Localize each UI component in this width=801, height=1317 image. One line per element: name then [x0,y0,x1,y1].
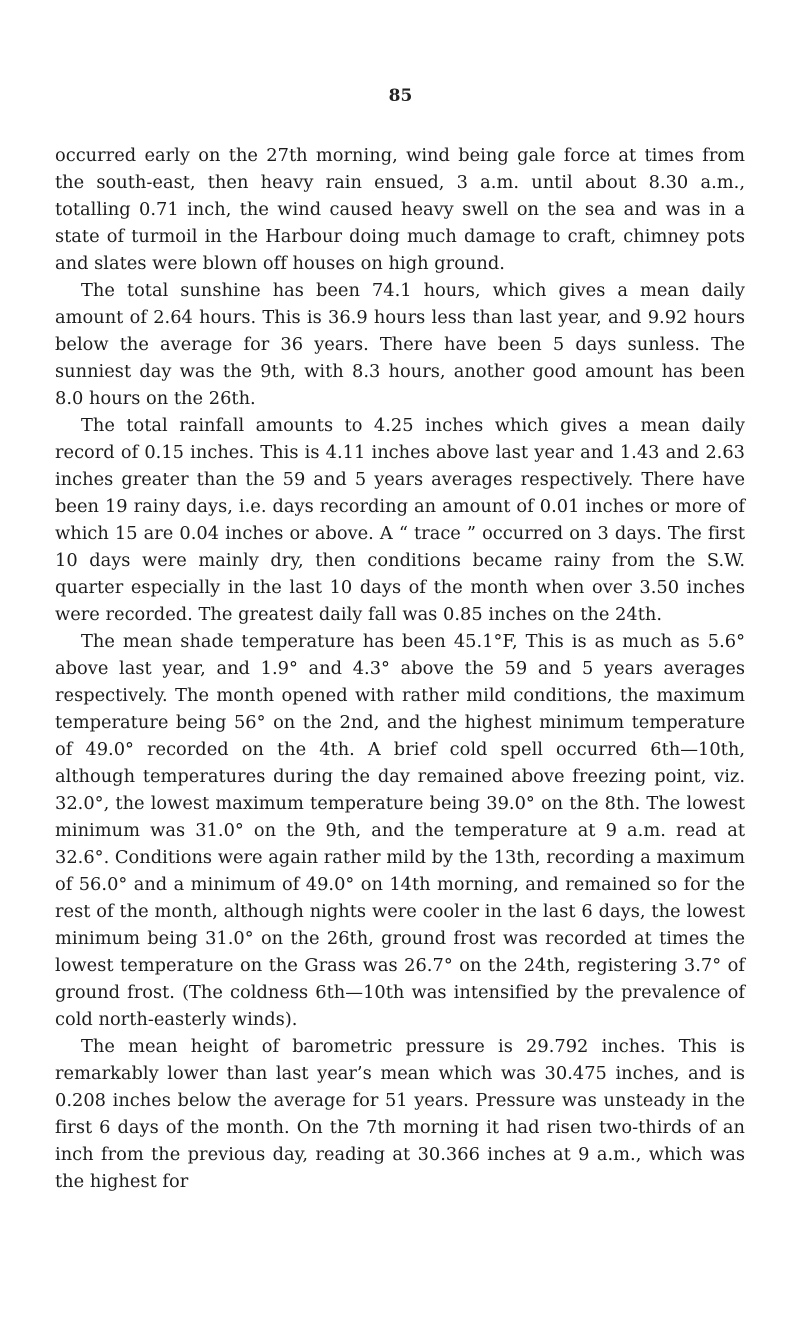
paragraph-sunshine: The total sunshine has been 74.1 hours, which gives a mean daily amount of 2.64 hours. This is 36.9 hours less than last year, and 9.92 hours below the average for 36 years. There have been 5 days sunless. The sunniest day was the 9th, with 8.3 hours, another good amount has been 8.0 hours on the 26th. [55,280,745,409]
page-number: 85 [388,86,413,106]
paragraph-rainfall: The total rainfall amounts to 4.25 inches which gives a mean daily record of 0.15 inches. This is 4.11 inches above last year and 1.43 and 2.63 inches greater than the 59 and 5 years averages respectively. There have been 19 rainy days, i.e. days recording an amount of 0.01 inches or more of which 15 are 0.04 inches or above. A “ trace ” occurred on 3 days. The first 10 days were mainly dry, then conditions became rainy from the S.W. quarter especially in the last 10 days of the month when over 3.50 inches were recorded. The greatest daily fall was 0.85 inches on the 24th. [55,415,745,625]
paragraph-storm-continuation: occurred early on the 27th morning, wind being gale force at times from the south-east, then heavy rain ensued, 3 a.m. until about 8.30 a.m., totalling 0.71 inch, the wind caused heavy swell on the sea and was in a state of turmoil in the Harbour doing much damage to craft, chimney pots and slates were blown off houses on high ground. [55,145,745,274]
body-text [55,142,745,1195]
paragraph-barometric-pressure: The mean height of barometric pressure is 29.792 inches. This is remarkably lower than last year’s mean which was 30.475 inches, and is 0.208 inches below the average for 51 years. Pressure was unsteady in the first 6 days of the month. On the 7th morning it had risen two-thirds of an inch from the previous day, reading at 30.366 inches at 9 a.m., which was the highest for [55,1036,745,1192]
paragraph-temperature: The mean shade temperature has been 45.1°F, This is as much as 5.6° above last year, and 1.9° and 4.3° above the 59 and 5 years averages respectively. The month opened with rather mild conditions, the maximum temperature being 56° on the 2nd, and the highest minimum temperature of 49.0° recorded on the 4th. A brief cold spell occurred 6th—10th, although temperatures during the day remained above freezing point, viz. 32.0°, the lowest maximum temperature being 39.0° on the 8th. The lowest minimum was 31.0° on the 9th, and the temperature at 9 a.m. read at 32.6°. Conditions were again rather mild by the 13th, recording a maximum of 56.0° and a minimum of 49.0° on 14th morning, and remained so for the rest of the month, although nights were cooler in the last 6 days, the lowest minimum being 31.0° on the 26th, ground frost was recorded at times the lowest temperature on the Grass was 26.7° on the 24th, registering 3.7° of ground frost. (The coldness 6th—10th was intensified by the prevalence of cold north-easterly winds). [55,631,746,1030]
